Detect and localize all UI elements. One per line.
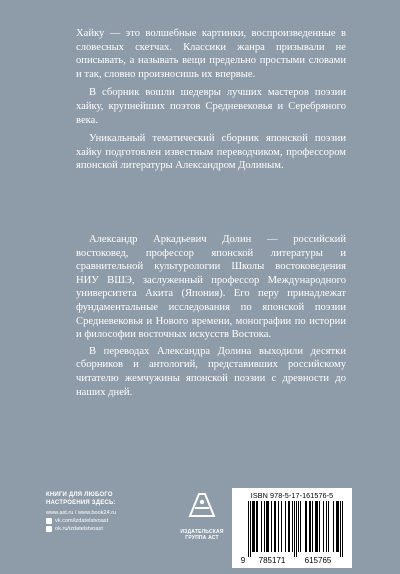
barcode-bar — [310, 501, 311, 552]
blurb-paragraph: В сборник вошли шедевры лучших мастеров поэзии хайку, крупнейших поэтов Средневековья и Серебряного века. — [76, 87, 346, 126]
barcode-bar — [300, 501, 301, 552]
barcode-bar — [298, 501, 299, 552]
web-link-text: www.ast.ru / www.book24.ru — [46, 510, 117, 516]
barcode-bar — [288, 501, 289, 552]
barcode-bar — [309, 501, 310, 552]
isbn-text: ISBN 978-5-17-161576-5 — [250, 491, 334, 500]
series-slogan-line: КНИГИ ДЛЯ ЛЮБОГО — [46, 492, 113, 498]
ast-logo-icon — [185, 488, 219, 522]
barcode-bar — [333, 501, 334, 552]
ok-link-text: ok.ru/izdatelstvoast — [55, 526, 103, 532]
barcode-bar — [252, 501, 253, 552]
barcode-digits: 785171 — [258, 556, 286, 565]
barcode-panel — [232, 488, 352, 568]
barcode-bar — [281, 501, 282, 552]
publisher-name-line: ИЗДАТЕЛЬСКАЯ — [180, 529, 224, 535]
web-link[interactable] — [46, 509, 162, 517]
author-bio — [76, 233, 346, 402]
ok-icon — [46, 526, 52, 532]
cover-footer — [0, 484, 400, 574]
barcode-bar — [340, 501, 341, 557]
barcode-bar — [342, 501, 343, 557]
barcode-bar — [323, 501, 324, 552]
vk-link-text: vk.com/izdatelstvoast — [55, 518, 109, 524]
barcode-bar — [248, 501, 249, 557]
barcode-bar — [292, 501, 293, 552]
barcode-bar — [316, 501, 317, 552]
barcode-bar — [312, 501, 313, 552]
barcode-digits: 9 — [240, 556, 246, 565]
barcode-bar — [326, 501, 327, 552]
barcode-bar — [317, 501, 318, 552]
barcode-bar — [338, 501, 339, 552]
barcode-digits: 615765 — [304, 556, 332, 565]
barcode-bar — [271, 501, 272, 552]
author-bio-paragraph: Александр Аркадьевич Долин — российский востоковед, профессор японской литературы и сравнительной культурологии Школы востоковедения НИУ ВШЭ, заслуженный профессор Международного университета Акита (Япония). Его перу принадлежат фундаментальные исследования по японской поэзии Средневековья и Нового времени, монографии по истории и философии восточных искусств Востока. — [76, 234, 346, 341]
barcode-bar — [267, 501, 268, 552]
publisher-name-line: ГРУППА АСТ — [185, 535, 219, 542]
publisher-links — [46, 509, 162, 533]
barcode-bar — [264, 501, 265, 552]
series-slogan — [46, 492, 158, 507]
barcode-bar — [250, 501, 251, 557]
barcode-bar — [289, 501, 290, 552]
barcode-bar — [253, 501, 254, 552]
barcode-bar — [315, 501, 316, 552]
publisher-name — [174, 529, 230, 541]
barcode-bar — [274, 501, 275, 552]
barcode-bar — [266, 501, 267, 552]
vk-link[interactable] — [46, 517, 162, 525]
barcode-bar — [337, 501, 338, 552]
barcode-bar — [275, 501, 276, 552]
barcode-bar — [257, 501, 258, 552]
ok-link[interactable] — [46, 525, 162, 533]
barcode-bar — [328, 501, 329, 552]
author-bio-paragraph: В переводах Александра Долина выходили десятки сборников и антологий, представивших российскому читателю жемчужины японской поэзии с древности до наших дней. — [76, 345, 346, 398]
barcode-bar — [254, 501, 255, 552]
publisher-logo — [174, 488, 230, 558]
barcode-bar — [294, 501, 295, 557]
barcode-bar — [256, 501, 257, 552]
barcode-bar — [268, 501, 269, 552]
barcode-bar — [336, 501, 337, 552]
barcode-bar — [306, 501, 307, 552]
barcode-bar — [296, 501, 297, 557]
barcode-bar — [278, 501, 279, 552]
blurb-paragraph: Хайку — это волшебные картинки, воспроизведенные в словесных скетчах. Классики жанра призывали не описывать, а называть вещи предельно простыми словами и так, словно произносишь их впервые. — [76, 28, 346, 80]
book-blurb — [76, 27, 346, 178]
blurb-paragraph: Уникальный тематический сборник японской поэзии хайку подготовлен известным переводчиком, профессором японской литературы Александром Долиным. — [76, 133, 346, 172]
barcode-bar — [261, 501, 262, 552]
vk-icon — [46, 518, 52, 524]
barcode-bar — [285, 501, 286, 552]
barcode-bar — [305, 501, 306, 552]
barcode — [240, 501, 344, 565]
series-slogan-line: НАСТРОЕНИЯ ЗДЕСЬ: — [46, 499, 116, 506]
barcode-bar — [319, 501, 320, 552]
